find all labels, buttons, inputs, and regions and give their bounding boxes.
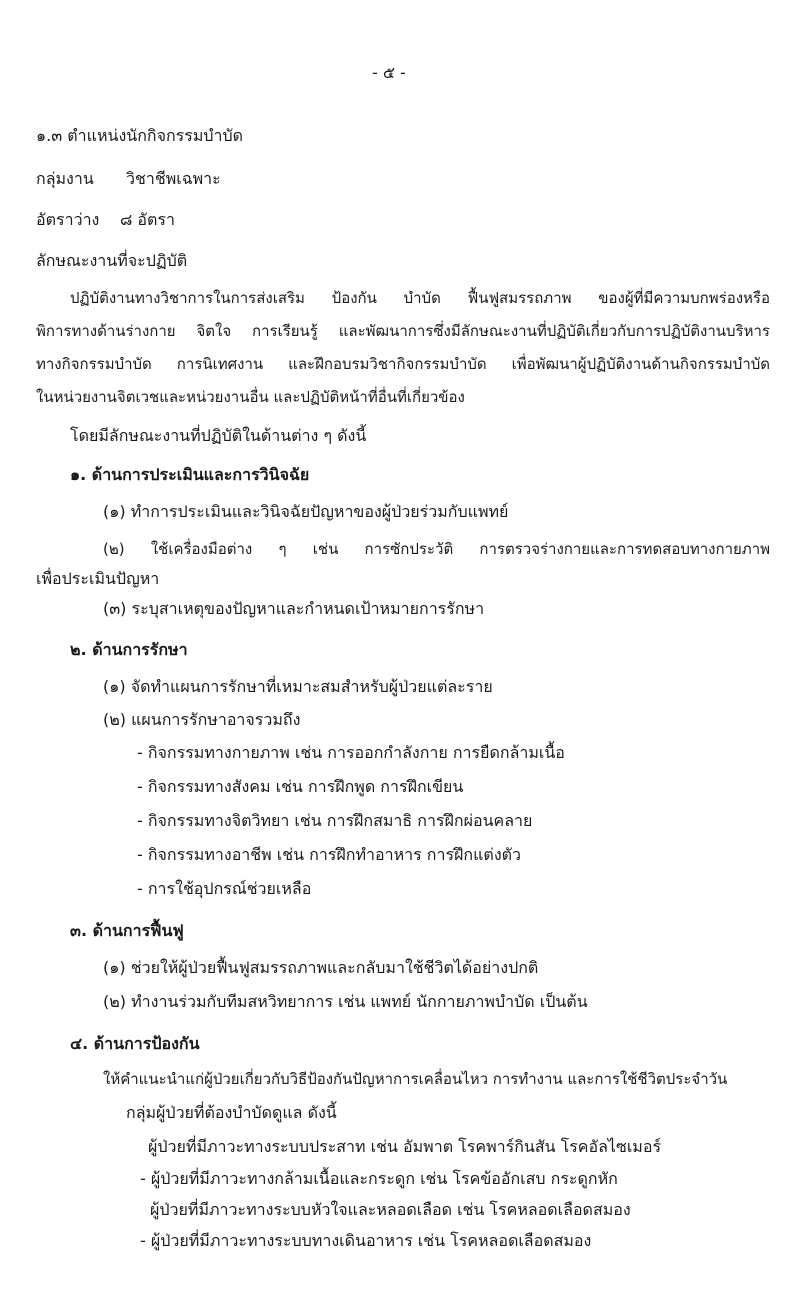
nature-heading: ลักษณะงานที่จะปฏิบัติ xyxy=(36,251,188,270)
assessment-heading: ๑. ด้านการประเมินและการวินิจฉัย xyxy=(70,465,310,484)
treatment-heading: ๒. ด้านการรักษา xyxy=(70,640,188,659)
group-value: วิชาชีพเฉพาะ xyxy=(126,169,221,188)
assessment-item: (๑) ทำการประเมินและวินิจฉัยปัญหาของผู้ป่วยร่วมกับแพทย์ xyxy=(103,502,509,521)
nature-paragraph-line: ในหน่วยงานจิตเวชและหน่วยงานอื่น และปฏิบัติหน้าที่อื่นที่เกี่ยวข้อง xyxy=(36,388,465,406)
treatment-bullet: - การใช้อุปกรณ์ช่วยเหลือ xyxy=(137,879,312,898)
patient-group: - ผู้ป่วยที่มีภาวะทางระบบทางเดินอาหาร เช่น โรคหลอดเลือดสมอง xyxy=(140,1231,592,1250)
treatment-bullet: - กิจกรรมทางจิตวิทยา เช่น การฝึกสมาธิ การฝึกผ่อนคลาย xyxy=(137,811,533,830)
patient-group: - ผู้ป่วยที่มีภาวะทางกล้ามเนื้อและกระดูก เช่น โรคข้ออักเสบ กระดูกหัก xyxy=(140,1169,618,1188)
nature-paragraph-line: ทางกิจกรรมบำบัด การนิเทศงาน และฝึกอบรมวิชากิจกรรมบำบัด เพื่อพัฒนาผู้ปฏิบัติงานด้านกิจกรรมบำบัด xyxy=(36,355,770,373)
rehab-heading: ๓. ด้านการฟื้นฟู xyxy=(70,921,184,940)
treatment-bullet: - กิจกรรมทางกายภาพ เช่น การออกกำลังกาย การยืดกล้ามเนื้อ xyxy=(137,743,565,762)
vacancy-value: ๘ อัตรา xyxy=(120,210,176,229)
page-number: - ๕ - xyxy=(372,63,406,82)
nature-paragraph-line: พิการทางด้านร่างกาย จิตใจ การเรียนรู้ และพัฒนาการซึ่งมีลักษณะงานที่ปฏิบัติเกี่ยวกับการปฏิบัติงานบริหาร xyxy=(36,322,770,340)
patient-group: ผู้ป่วยที่มีภาวะทางระบบหัวใจและหลอดเลือด เช่น โรคหลอดเลือดสมอง xyxy=(150,1200,631,1219)
assessment-item: (๓) ระบุสาเหตุของปัญหาและกำหนดเป้าหมายการรักษา xyxy=(103,599,485,618)
treatment-item: (๑) จัดทำแผนการรักษาที่เหมาะสมสำหรับผู้ป่วยแต่ละราย xyxy=(103,677,493,696)
nature-intro: โดยมีลักษณะงานที่ปฏิบัติในด้านต่าง ๆ ดังนี้ xyxy=(70,426,367,445)
group-label: กลุ่มงาน xyxy=(36,169,94,188)
rehab-item: (๑) ช่วยให้ผู้ป่วยฟื้นฟูสมรรถภาพและกลับมาใช้ชีวิตได้อย่างปกติ xyxy=(103,958,539,977)
rehab-item: (๒) ทำงานร่วมกับทีมสหวิทยาการ เช่น แพทย์ นักกายภาพบำบัด เป็นต้น xyxy=(103,992,588,1011)
patient-group: ผู้ป่วยที่มีภาวะทางระบบประสาท เช่น อัมพาต โรคพาร์กินสัน โรคอัลไซเมอร์ xyxy=(148,1137,662,1156)
position-heading: ๑.๓ ตำแหน่งนักกิจกรรมบำบัด xyxy=(36,126,244,145)
treatment-item: (๒) แผนการรักษาอาจรวมถึง xyxy=(103,710,301,729)
nature-paragraph-line: ปฏิบัติงานทางวิชาการในการส่งเสริม ป้องกัน บำบัด ฟื้นฟูสมรรถภาพ ของผู้ที่มีความบกพร่องหรือ xyxy=(70,289,770,307)
prevention-heading: ๔. ด้านการป้องกัน xyxy=(70,1034,200,1053)
treatment-bullet: - กิจกรรมทางอาชีพ เช่น การฝึกทำอาหาร การฝึกแต่งตัว xyxy=(137,845,522,864)
treatment-bullet: - กิจกรรมทางสังคม เช่น การฝึกพูด การฝึกเขียน xyxy=(137,777,464,796)
assessment-item-continued: เพื่อประเมินปัญหา xyxy=(36,569,160,588)
vacancy-label: อัตราว่าง xyxy=(36,210,100,229)
prevention-text: กลุ่มผู้ป่วยที่ต้องบำบัดดูแล ดังนี้ xyxy=(126,1103,337,1122)
prevention-text: ให้คำแนะนำแก่ผู้ป่วยเกี่ยวกับวิธีป้องกันปัญหาการเคลื่อนไหว การทำงาน และการใช้ชีวิตประจำวัน xyxy=(103,1070,728,1088)
assessment-item: (๒) ใช้เครื่องมือต่าง ๆ เช่น การซักประวัติ การตรวจร่างกายและการทดสอบทางกายภาพ xyxy=(103,540,770,558)
